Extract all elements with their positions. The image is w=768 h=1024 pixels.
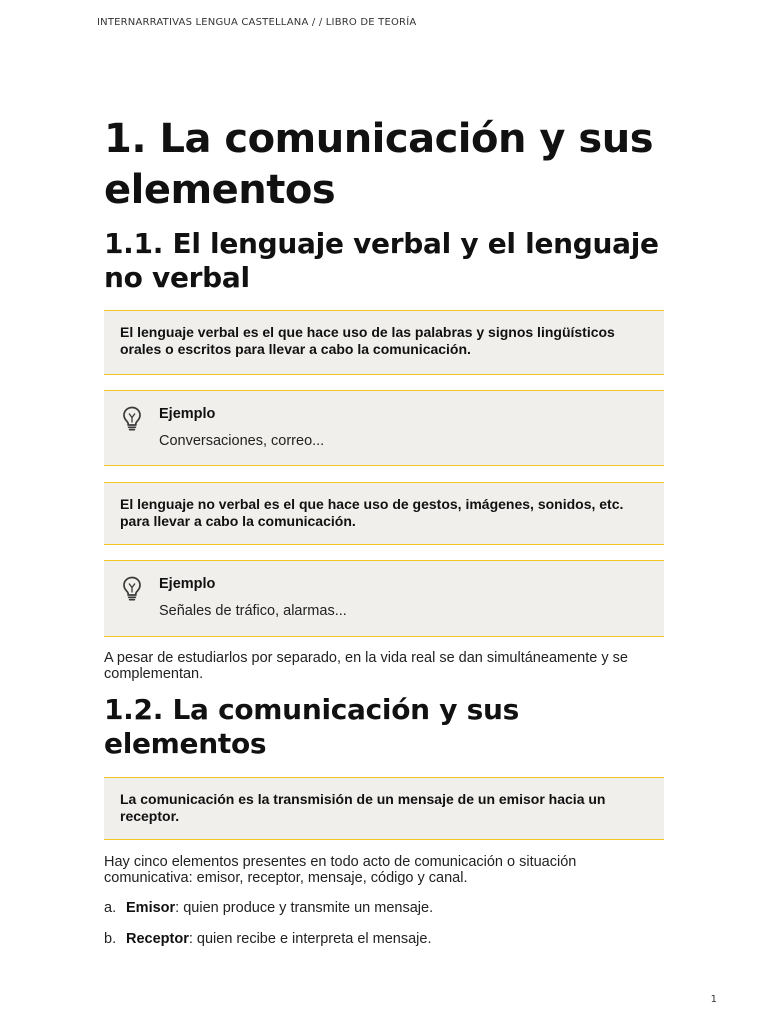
example-title: Ejemplo xyxy=(159,406,216,422)
example-box xyxy=(104,390,664,466)
running-header: INTERNARRATIVAS LENGUA CASTELLANA / / LIBRO DE TEORÍA xyxy=(97,17,417,28)
definition-text: El lenguaje verbal es el que hace uso de las palabras y signos lingüísticos orales o escritos para llevar a cabo la comunicación. xyxy=(120,324,615,357)
example-text: Conversaciones, correo... xyxy=(159,433,325,449)
example-title: Ejemplo xyxy=(159,576,216,592)
body-paragraph: A pesar de estudiarlos por separado, en la vida real se dan simultáneamente y se complementan. xyxy=(104,650,628,682)
list-marker: a. xyxy=(104,900,117,916)
list-description: : quien recibe e interpreta el mensaje. xyxy=(188,931,432,947)
lightbulb-icon xyxy=(121,575,143,601)
definition-box-verbal xyxy=(104,310,664,375)
body-paragraph: Hay cinco elementos presentes en todo acto de comunicación o situación comunicativa: emisor, receptor, mensaje, código y canal. xyxy=(104,854,577,886)
definition-text: La comunicación es la transmisión de un mensaje de un emisor hacia un receptor. xyxy=(120,791,606,824)
list-marker: b. xyxy=(104,931,117,947)
chapter-title: 1. La comunicación y sus elementos xyxy=(104,116,653,213)
example-box xyxy=(104,560,664,637)
list-term: Receptor xyxy=(126,931,189,947)
section-title-1-2: 1.2. La comunicación y sus elementos xyxy=(104,693,520,760)
section-title-1-1: 1.1. El lenguaje verbal y el lenguaje no verbal xyxy=(104,227,659,294)
example-text: Señales de tráfico, alarmas... xyxy=(159,603,347,619)
list-item xyxy=(104,931,664,947)
list-term: Emisor xyxy=(126,900,176,916)
list-description: : quien produce y transmite un mensaje. xyxy=(175,900,434,916)
lightbulb-icon xyxy=(121,405,143,431)
page-content xyxy=(104,114,664,947)
page-number: 1 xyxy=(710,994,717,1005)
definition-box-nonverbal xyxy=(104,482,664,545)
definition-text: El lenguaje no verbal es el que hace uso de gestos, imágenes, sonidos, etc. para llevar a cabo la comunicación. xyxy=(120,496,624,529)
definition-box-communication xyxy=(104,777,664,840)
list-item xyxy=(104,900,664,916)
